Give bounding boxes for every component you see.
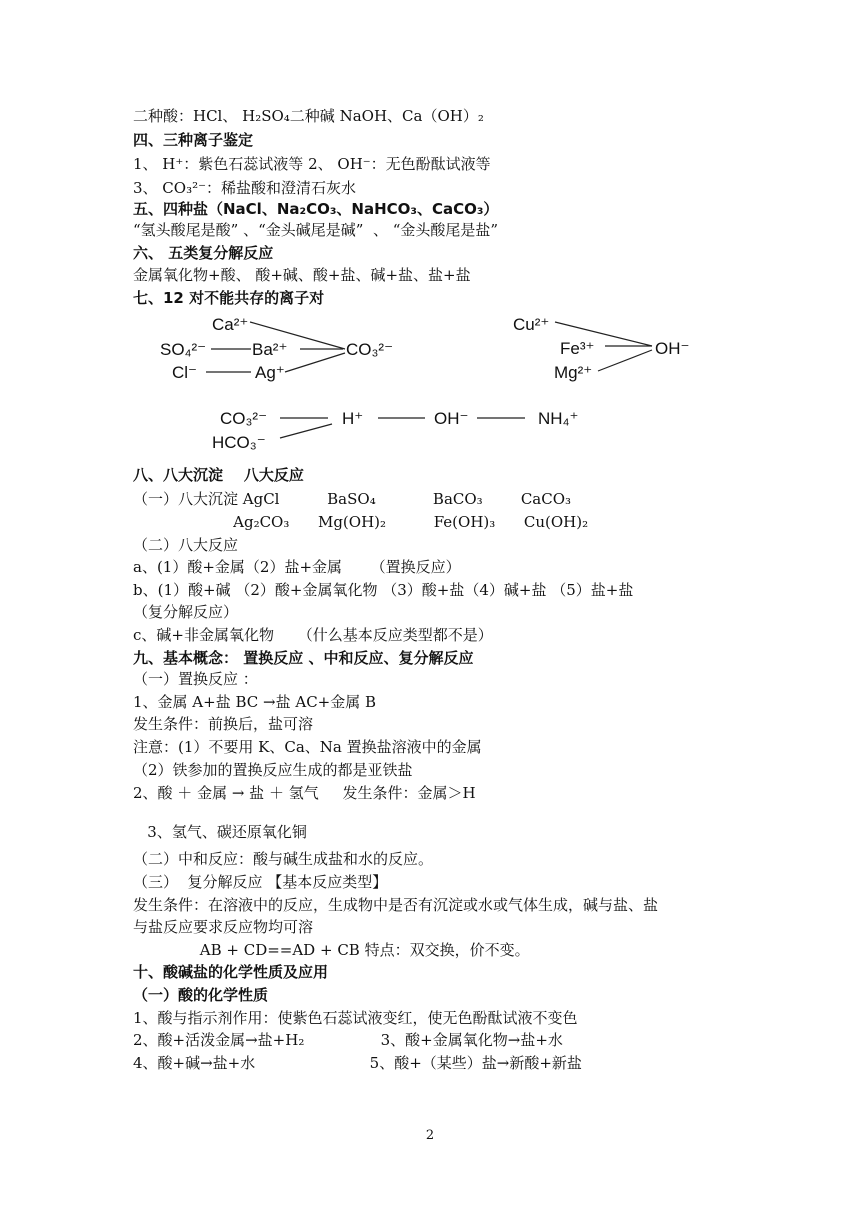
ion-pairs-diagram bbox=[0, 308, 860, 458]
ion-hco3: HCO₃⁻ bbox=[212, 433, 266, 452]
line-replacement-1: 1、金属 A+盐 BC →盐 AC+金属 B bbox=[133, 693, 377, 711]
ion-h: H⁺ bbox=[342, 409, 364, 428]
heading-four: 四、三种离子鉴定 bbox=[133, 131, 254, 149]
ion-co3: CO₃²⁻ bbox=[346, 340, 394, 359]
line-replacement-3: 3、氢气、碳还原氧化铜 bbox=[133, 823, 307, 841]
line-double-displacement: （三） 复分解反应 【基本反应类型】 bbox=[133, 873, 388, 891]
line-acid-4-5: 4、酸+碱→盐+水 5、酸+（某些）盐→新酸+新盐 bbox=[133, 1054, 582, 1072]
ion-co3-b: CO₃²⁻ bbox=[220, 409, 268, 428]
line-reactions-c: c、碱+非金属氧化物 （什么基本反应类型都不是） bbox=[133, 626, 493, 644]
heading-eight: 八、八大沉淀 八大反应 bbox=[133, 466, 304, 484]
line-note-1: 注意：(1）不要用 K、Ca、Na 置换盐溶液中的金属 bbox=[133, 738, 482, 756]
heading-acid-properties: （一）酸的化学性质 bbox=[133, 986, 269, 1004]
heading-nine: 九、基本概念： 置换反应 、中和反应、复分解反应 bbox=[133, 649, 474, 667]
ion-fe: Fe³⁺ bbox=[560, 339, 595, 358]
line-condition: 发生条件：前换后，盐可溶 bbox=[133, 715, 314, 733]
line-acids-bases: 二种酸：HCl、 H₂SO₄二种碱 NaOH、Ca（OH）₂ bbox=[133, 107, 484, 125]
line-dd-condition-1: 发生条件：在溶液中的反应，生成物中是否有沉淀或水或气体生成，碱与盐、盐 bbox=[133, 896, 659, 914]
line-precipitates-2: Ag₂CO₃ Mg(OH)₂ Fe(OH)₃ Cu(OH)₂ bbox=[133, 513, 589, 531]
ion-nh4: NH₄⁺ bbox=[538, 409, 579, 428]
line-naming-rule: “氢头酸尾是酸” 、“金头碱尾是碱” 、 “金头酸尾是盐” bbox=[133, 221, 499, 239]
heading-ten: 十、酸碱盐的化学性质及应用 bbox=[133, 963, 329, 981]
ion-ca: Ca²⁺ bbox=[212, 315, 249, 334]
line-ion-test-1: 1、 H⁺：紫色石蕊试液等 2、 OH⁻：无色酚酞试液等 bbox=[133, 155, 491, 173]
ion-oh: OH⁻ bbox=[655, 339, 690, 358]
line-ion-test-3: 3、 CO₃²⁻：稀盐酸和澄清石灰水 bbox=[133, 179, 357, 197]
line-acid-1: 1、酸与指示剂作用：使紫色石蕊试液变红，使无色酚酞试液不变色 bbox=[133, 1009, 578, 1027]
line-reactions-a: a、(1）酸+金属（2）盐+金属 （置换反应） bbox=[133, 558, 461, 576]
line-eight-reactions: （二）八大反应 bbox=[133, 536, 239, 554]
line-reactions-b: b、(1）酸+碱 （2）酸+金属氧化物 （3）酸+盐（4）碱+盐 （5）盐+盐 bbox=[133, 581, 634, 599]
line-precipitates-1: （一）八大沉淀 AgCl BaSO₄ BaCO₃ CaCO₃ bbox=[133, 490, 572, 508]
heading-six: 六、 五类复分解反应 bbox=[133, 244, 274, 262]
line-note-2: （2）铁参加的置换反应生成的都是亚铁盐 bbox=[133, 761, 413, 779]
line-neutralization: （二）中和反应：酸与碱生成盐和水的反应。 bbox=[133, 850, 434, 868]
ion-so4: SO₄²⁻ bbox=[160, 340, 207, 359]
heading-seven: 七、12 对不能共存的离子对 bbox=[133, 289, 325, 307]
ion-ba: Ba²⁺ bbox=[252, 340, 288, 359]
line-five-types: 金属氧化物+酸、 酸+碱、酸+盐、碱+盐、盐+盐 bbox=[133, 266, 471, 284]
line-acid-2-3: 2、酸+活泼金属→盐+H₂ 3、酸+金属氧化物→盐+水 bbox=[133, 1031, 563, 1049]
line-replacement-2: 2、酸 ＋ 金属 → 盐 ＋ 氢气 发生条件：金属＞H bbox=[133, 784, 476, 802]
line-replacement: （一）置换反应 ： bbox=[133, 670, 258, 688]
line-reactions-b-note: （复分解反应） bbox=[133, 603, 239, 621]
line-dd-formula: AB + CD==AD + CB 特点：双交换，价不变。 bbox=[133, 941, 530, 959]
heading-five: 五、四种盐（NaCl、Na₂CO₃、NaHCO₃、CaCO₃） bbox=[133, 200, 499, 218]
ion-cl: Cl⁻ bbox=[172, 363, 198, 382]
line-dd-condition-2: 与盐反应要求反应物均可溶 bbox=[133, 918, 314, 936]
ion-mg: Mg²⁺ bbox=[554, 363, 593, 382]
ion-oh-b: OH⁻ bbox=[434, 409, 469, 428]
ion-ag: Ag⁺ bbox=[255, 363, 285, 382]
ion-cu: Cu²⁺ bbox=[513, 315, 550, 334]
page-number: 2 bbox=[425, 1128, 435, 1143]
